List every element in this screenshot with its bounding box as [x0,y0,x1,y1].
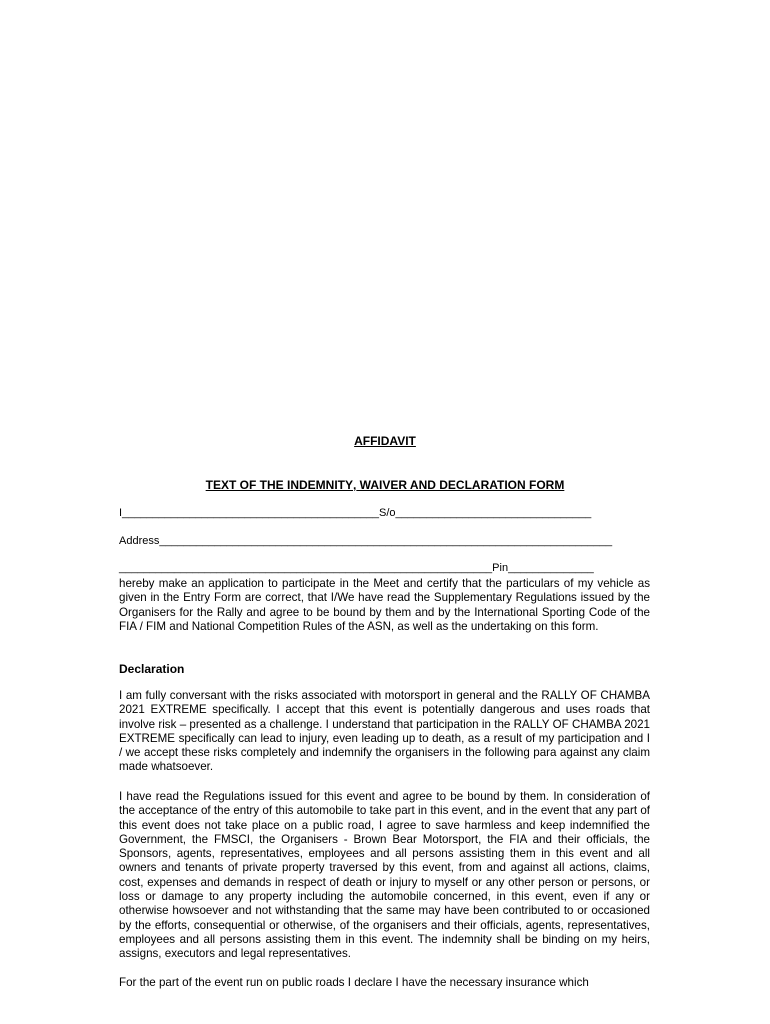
intro-paragraph: hereby make an application to participate in the Meet and certify that the particulars of my vehicle as given in the Entry Form are correct, that I/We have read the Supplementary Regulations issued by the Organisers for the Rally and agree to be bound by them and by the International Sporting Code of the FIA / FIM and National Competition Rules of the ASN, as well as the undertaking on this form. [119,577,650,633]
subtitle-comma: , [353,478,357,492]
declaration-heading: Declaration [119,662,185,676]
document-title: AFFIDAVIT [354,434,416,448]
subtitle-part-2: WAIVER AND DECLARATION FORM [356,478,565,492]
pin-line: _____________________________________________________________Pin______________ [119,562,594,574]
subtitle-part-1: TEXT OF THE INDEMNITY [205,478,353,492]
address-line: Address__________________________________________________________________________ [119,535,613,547]
name-line: I__________________________________________S/o________________________________ [119,507,592,519]
declaration-paragraph: I am fully conversant with the risks associated with motorsport in general and the RALLY OF CHAMBA 2021 EXTREME specifically. I accept that this event is potentially dangerous and uses roads that involve risk – presented as a challenge. I understand that participation in the RALLY OF CHAMBA 2021 EXTREME specifically can lead to injury, even leading up to death, as a result of my participation and I / we accept these risks completely and indemnify the organisers in the following para against any claim made whatsoever. [119,689,650,774]
insurance-line: For the part of the event run on public roads I declare I have the necessary insurance which [119,976,589,989]
regulations-paragraph: I have read the Regulations issued for this event and agree to be bound by them. In consideration of the acceptance of the entry of this automobile to take part in this event, and in the event that any part of this event does not take place on a public road, I agree to save harmless and keep indemnified the Government, the FMSCI, the Organisers - Brown Bear Motorsport, the FIA and their officials, the Sponsors, agents, representatives, employees and all persons assisting them in this event and all owners and tenants of private property traversed by this event, from and against all actions, claims, cost, expenses and demands in respect of death or injury to myself or any other person or persons, or loss or damage to any property including the automobile concerned, in this event, even if any or otherwise howsoever and not withstanding that the same may have been contributed to or occasioned by the efforts, consequential or otherwise, of the organisers and their officials, agents, representatives, employees and all persons assisting them in this event. The indemnity shall be binding on my heirs, assigns, executors and legal representatives. [119,790,650,961]
document-subtitle [0,478,770,492]
